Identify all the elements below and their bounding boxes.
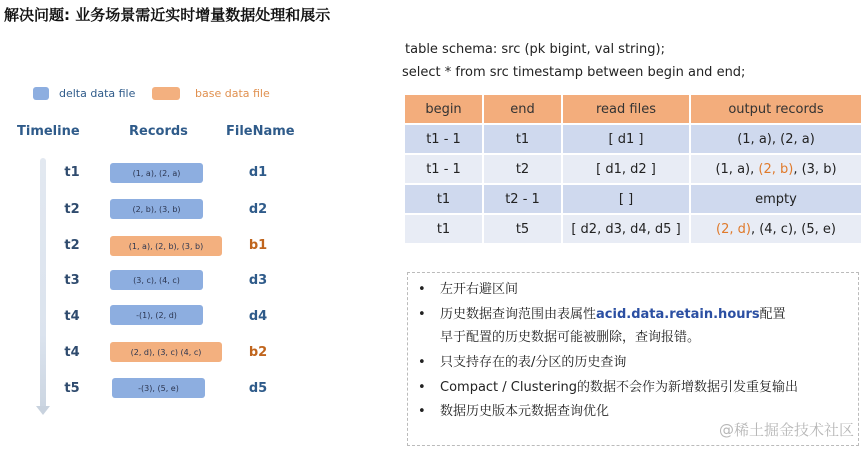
- file-name: b2: [248, 345, 268, 360]
- header-read-files: read files: [563, 95, 689, 123]
- bullet-icon: •: [418, 307, 426, 322]
- cell-end: t1: [484, 125, 561, 153]
- property-name: acid.data.retain.hours: [596, 307, 760, 322]
- time-label: t4: [64, 309, 80, 324]
- timeline-header: Timeline: [17, 124, 80, 139]
- record-block: (2, d), (3, c) (4, c): [110, 342, 222, 362]
- cell-output-records: [691, 185, 861, 213]
- note-text: 历史数据查询范围由表属性: [440, 307, 597, 322]
- table-row: [405, 215, 861, 243]
- cell-begin: t1 - 1: [405, 125, 482, 153]
- output-text: , (3, b): [793, 161, 837, 177]
- header-end: end: [484, 95, 561, 123]
- record-block: (2, b), (3, b): [110, 199, 203, 219]
- cell-read-files: [ ]: [563, 185, 689, 213]
- bullet-icon: •: [418, 404, 426, 419]
- time-label: t5: [64, 381, 80, 396]
- output-text: (1, a),: [715, 161, 759, 177]
- timeline-arrow-icon: [36, 406, 50, 415]
- query-results-table: [403, 93, 863, 245]
- records-header: Records: [129, 124, 188, 139]
- filename-header: FileName: [226, 124, 295, 139]
- query-line: select * from src timestamp between begin and end;: [402, 65, 746, 80]
- header-begin: begin: [405, 95, 482, 123]
- note-text: Compact / Clustering的数据不会作为新增数据引发重复输出: [440, 380, 799, 395]
- bullet-icon: •: [418, 355, 426, 370]
- bullet-icon: •: [418, 380, 426, 395]
- table-row: [405, 125, 861, 153]
- timeline-axis: [40, 158, 46, 410]
- highlighted-record: (2, d): [716, 221, 751, 237]
- highlighted-record: (2, b): [758, 161, 794, 177]
- cell-end: t2 - 1: [484, 185, 561, 213]
- watermark: @稀土掘金技术社区: [718, 421, 854, 439]
- record-block: (3, c), (4, c): [110, 270, 203, 290]
- note-item: [418, 376, 798, 395]
- note-item: [418, 400, 609, 419]
- base-legend-label: base data file: [195, 87, 270, 100]
- cell-begin: t1 - 1: [405, 155, 482, 183]
- record-block: (1, a), (2, a): [110, 163, 203, 183]
- page-title: 解决问题: 业务场景需近实时增量数据处理和展示: [4, 6, 331, 24]
- output-text: empty: [755, 191, 797, 207]
- file-name: d1: [248, 165, 268, 180]
- file-name: d4: [248, 309, 268, 324]
- table-header-row: [405, 95, 861, 123]
- file-name: d2: [248, 202, 268, 217]
- cell-end: t5: [484, 215, 561, 243]
- cell-begin: t1: [405, 215, 482, 243]
- cell-output-records: [691, 215, 861, 243]
- bullet-icon: •: [418, 282, 426, 297]
- table-row: [405, 185, 861, 213]
- note-item: [418, 351, 626, 370]
- time-label: t1: [64, 165, 80, 180]
- record-block: -(1), (2, d): [110, 305, 203, 325]
- output-text: , (4, c), (5, e): [750, 221, 836, 237]
- file-name: b1: [248, 238, 268, 253]
- delta-legend-swatch: [33, 87, 49, 100]
- note-item: [418, 303, 786, 322]
- record-block: -(3), (5, e): [112, 378, 205, 398]
- note-item: [418, 278, 518, 297]
- note-continuation: 早于配置的历史数据可能被删除，查询报错。: [440, 330, 701, 345]
- timeline-diagram: [0, 0, 400, 452]
- cell-begin: t1: [405, 185, 482, 213]
- cell-read-files: [ d2, d3, d4, d5 ]: [563, 215, 689, 243]
- time-label: t4: [64, 345, 80, 360]
- note-text: 数据历史版本元数据查询优化: [440, 404, 610, 419]
- cell-end: t2: [484, 155, 561, 183]
- note-text: 只支持存在的表/分区的历史查询: [440, 355, 627, 370]
- cell-output-records: [691, 125, 861, 153]
- record-block: (1, a), (2, b), (3, b): [110, 236, 222, 256]
- file-name: d3: [248, 273, 268, 288]
- base-legend-swatch: [152, 87, 180, 100]
- table-row: [405, 155, 861, 183]
- note-text: 配置: [759, 307, 786, 322]
- note-text: 左开右避区间: [440, 282, 519, 297]
- cell-read-files: [ d1, d2 ]: [563, 155, 689, 183]
- header-output-records: output records: [691, 95, 861, 123]
- time-label: t2: [64, 202, 80, 217]
- cell-read-files: [ d1 ]: [563, 125, 689, 153]
- time-label: t3: [64, 273, 80, 288]
- schema-line: table schema: src (pk bigint, val string);: [405, 42, 665, 57]
- file-name: d5: [248, 381, 268, 396]
- output-text: (1, a), (2, a): [737, 131, 815, 147]
- delta-legend-label: delta data file: [59, 87, 136, 100]
- time-label: t2: [64, 238, 80, 253]
- cell-output-records: [691, 155, 861, 183]
